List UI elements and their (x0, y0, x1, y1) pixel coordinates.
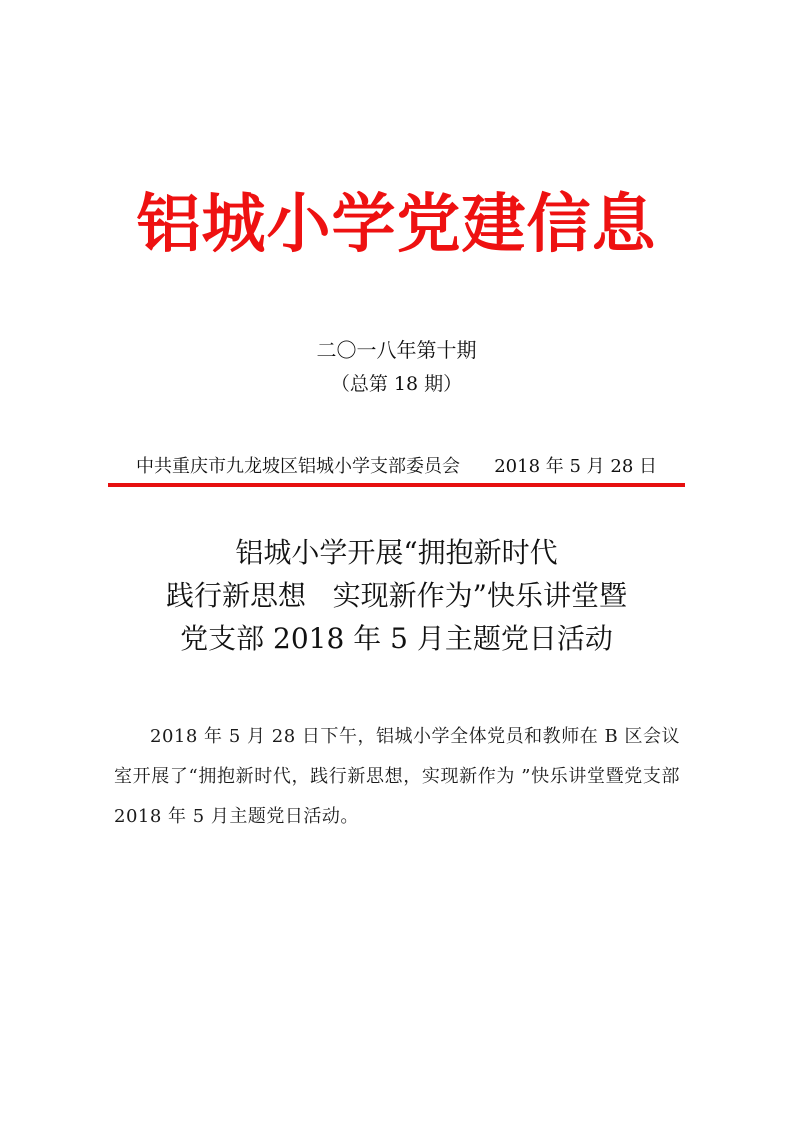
issue-number: 二〇一八年第十期 (316, 338, 477, 362)
article-body-paragraph: 2018 年 5 月 28 日下午，铝城小学全体党员和教师在 B 区会议室开展了“拥抱新时代，践行新思想，实现新作为 ”快乐讲堂暨党支部 2018 年 5 月主题党日活动。 (114, 726, 680, 827)
publish-date: 2018 年 5 月 28 日 (494, 456, 657, 477)
masthead-title: 铝城小学党建信息 (136, 187, 657, 262)
issue-total-number: （总第 18 期） (330, 373, 463, 395)
article-title-line-2: 践行新思想 实现新作为”快乐讲堂暨 (165, 579, 628, 612)
publisher-row (110, 455, 683, 479)
red-divider (108, 483, 685, 487)
article-title-line-1: 铝城小学开展“拥抱新时代 (235, 536, 558, 569)
publisher-organization: 中共重庆市九龙坡区铝城小学支部委员会 (136, 456, 460, 477)
article-title-line-3: 党支部 2018 年 5 月主题党日活动 (180, 622, 613, 655)
article-title (0, 531, 793, 660)
